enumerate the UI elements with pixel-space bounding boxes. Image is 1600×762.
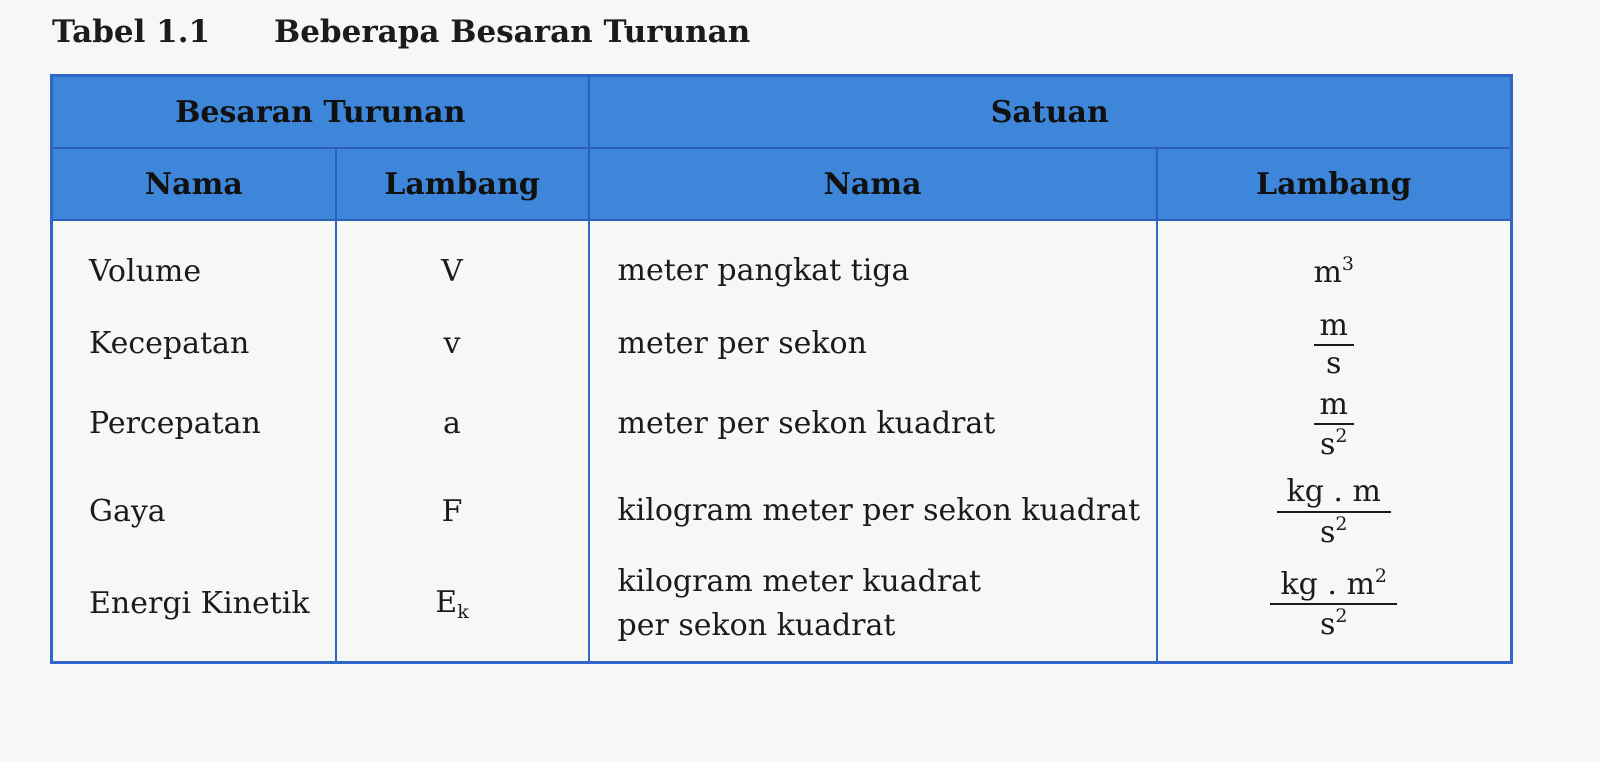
quantity-name: Percepatan <box>52 380 336 468</box>
derived-quantities-table-container <box>50 74 1510 664</box>
table-body <box>52 220 1512 663</box>
unit-name <box>589 554 1157 662</box>
fraction-denominator: s <box>1326 346 1342 382</box>
denominator-exponent: 2 <box>1335 512 1348 535</box>
table-row <box>52 220 1512 307</box>
denominator-base: s <box>1319 607 1336 643</box>
unit-symbol <box>1157 468 1512 554</box>
header-unit-name: Nama <box>589 148 1157 220</box>
header-quantity-symbol: Lambang <box>336 148 589 220</box>
unit-symbol <box>1157 380 1512 468</box>
fraction-numerator: kg . m <box>1277 476 1391 513</box>
symbol-base: E <box>435 584 458 620</box>
denominator-base: s <box>1319 427 1336 463</box>
numerator-base: kg . m <box>1280 566 1375 602</box>
denominator-exponent: 2 <box>1335 605 1348 628</box>
header-group-derived-quantity: Besaran Turunan <box>52 76 589 149</box>
unit-name: meter pangkat tiga <box>589 220 1157 307</box>
fraction-numerator <box>1270 564 1397 606</box>
unit-fraction <box>1270 564 1397 643</box>
unit-name: kilogram meter per sekon kuadrat <box>589 468 1157 554</box>
quantity-symbol <box>336 554 589 662</box>
table-header <box>52 76 1512 221</box>
unit-name: meter per sekon kuadrat <box>589 380 1157 468</box>
table-row <box>52 468 1512 554</box>
table-number: Tabel 1.1 <box>52 14 211 50</box>
fraction-denominator <box>1320 605 1348 641</box>
table-row <box>52 307 1512 379</box>
unit-name: meter per sekon <box>589 307 1157 379</box>
table-caption <box>52 14 750 50</box>
quantity-name: Volume <box>52 220 336 307</box>
denominator-base: s <box>1319 514 1336 550</box>
table-row <box>52 554 1512 662</box>
quantity-name: Gaya <box>52 468 336 554</box>
unit-symbol <box>1157 554 1512 662</box>
table-row <box>52 380 1512 468</box>
quantity-symbol: v <box>336 307 589 379</box>
numerator-exponent: 2 <box>1374 564 1388 587</box>
quantity-symbol: F <box>336 468 589 554</box>
quantity-symbol: a <box>336 380 589 468</box>
unit-name-line: per sekon kuadrat <box>617 607 896 643</box>
unit-symbol-exponent: 3 <box>1341 252 1355 275</box>
unit-fraction <box>1314 386 1354 463</box>
unit-symbol <box>1157 220 1512 307</box>
quantity-name: Energi Kinetik <box>52 554 336 662</box>
header-unit-symbol: Lambang <box>1157 148 1512 220</box>
denominator-exponent: 2 <box>1335 425 1348 448</box>
unit-symbol <box>1157 307 1512 382</box>
header-group-unit: Satuan <box>589 76 1512 149</box>
unit-symbol-base: m <box>1313 254 1342 290</box>
table-title: Beberapa Besaran Turunan <box>274 14 751 50</box>
quantity-symbol: V <box>336 220 589 307</box>
fraction-numerator: m <box>1314 310 1354 347</box>
unit-name-line: kilogram meter kuadrat <box>617 563 982 599</box>
fraction-denominator <box>1320 425 1348 461</box>
fraction-denominator <box>1320 513 1348 549</box>
fraction-numerator: m <box>1314 389 1354 426</box>
unit-fraction <box>1314 307 1354 382</box>
header-column-row <box>52 148 1512 220</box>
symbol-subscript: k <box>457 600 469 623</box>
unit-fraction <box>1277 476 1391 548</box>
header-quantity-name: Nama <box>52 148 336 220</box>
quantity-name: Kecepatan <box>52 307 336 379</box>
derived-quantities-table <box>50 74 1513 664</box>
header-group-row <box>52 76 1512 149</box>
